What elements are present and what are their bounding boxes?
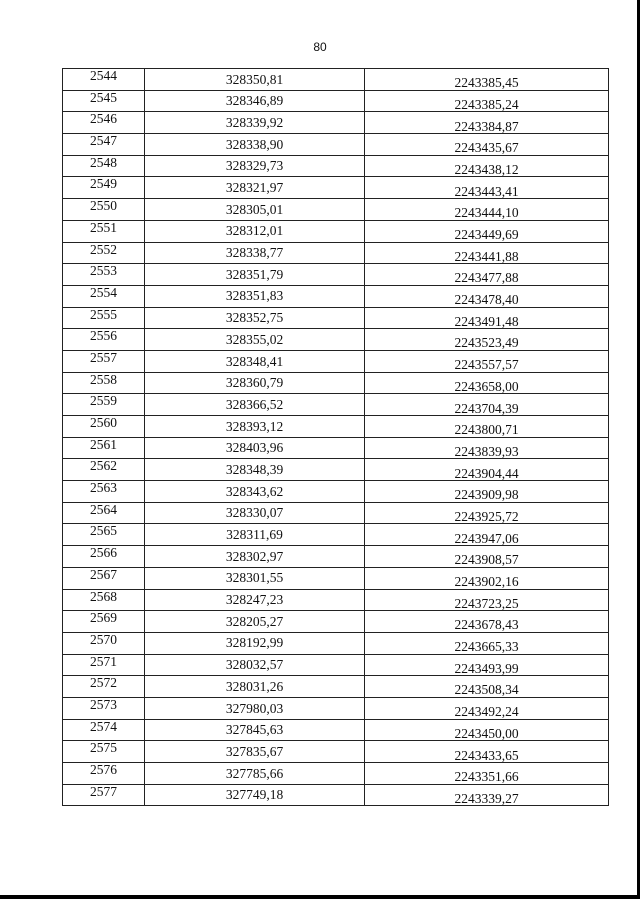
coordinates-table	[62, 68, 609, 806]
y-coordinate-cell: 2243351,66	[365, 763, 609, 785]
coordinates-table-body	[63, 69, 609, 806]
point-number-cell: 2561	[63, 437, 145, 459]
y-coordinate-cell: 2243908,57	[365, 546, 609, 568]
y-coordinate-cell: 2243449,69	[365, 220, 609, 242]
x-coordinate-cell: 327980,03	[145, 697, 365, 719]
point-number-cell: 2575	[63, 741, 145, 763]
x-coordinate-cell: 328338,90	[145, 134, 365, 156]
table-row	[63, 329, 609, 351]
table-row	[63, 719, 609, 741]
y-coordinate-cell: 2243435,67	[365, 134, 609, 156]
table-row	[63, 546, 609, 568]
table-row	[63, 350, 609, 372]
x-coordinate-cell: 328346,89	[145, 90, 365, 112]
x-coordinate-cell: 328329,73	[145, 155, 365, 177]
point-number-cell: 2577	[63, 784, 145, 806]
y-coordinate-cell: 2243925,72	[365, 502, 609, 524]
point-number-cell: 2547	[63, 134, 145, 156]
table-row	[63, 741, 609, 763]
point-number-cell: 2556	[63, 329, 145, 351]
table-row	[63, 437, 609, 459]
y-coordinate-cell: 2243441,88	[365, 242, 609, 264]
y-coordinate-cell: 2243909,98	[365, 481, 609, 503]
x-coordinate-cell: 328330,07	[145, 502, 365, 524]
x-coordinate-cell: 327749,18	[145, 784, 365, 806]
point-number-cell: 2563	[63, 481, 145, 503]
y-coordinate-cell: 2243433,65	[365, 741, 609, 763]
table-row	[63, 589, 609, 611]
point-number-cell: 2554	[63, 285, 145, 307]
table-row	[63, 676, 609, 698]
scan-edge-bottom	[0, 895, 640, 899]
y-coordinate-cell: 2243477,88	[365, 264, 609, 286]
x-coordinate-cell: 328312,01	[145, 220, 365, 242]
y-coordinate-cell: 2243384,87	[365, 112, 609, 134]
y-coordinate-cell: 2243839,93	[365, 437, 609, 459]
x-coordinate-cell: 327835,67	[145, 741, 365, 763]
y-coordinate-cell: 2243902,16	[365, 567, 609, 589]
table-row	[63, 784, 609, 806]
point-number-cell: 2549	[63, 177, 145, 199]
table-row	[63, 199, 609, 221]
x-coordinate-cell: 328351,79	[145, 264, 365, 286]
x-coordinate-cell: 328343,62	[145, 481, 365, 503]
table-row	[63, 763, 609, 785]
x-coordinate-cell: 328302,97	[145, 546, 365, 568]
point-number-cell: 2560	[63, 416, 145, 438]
point-number-cell: 2562	[63, 459, 145, 481]
x-coordinate-cell: 327845,63	[145, 719, 365, 741]
point-number-cell: 2569	[63, 611, 145, 633]
y-coordinate-cell: 2243678,43	[365, 611, 609, 633]
point-number-cell: 2544	[63, 69, 145, 91]
table-row	[63, 90, 609, 112]
x-coordinate-cell: 327785,66	[145, 763, 365, 785]
y-coordinate-cell: 2243665,33	[365, 632, 609, 654]
x-coordinate-cell: 328031,26	[145, 676, 365, 698]
point-number-cell: 2559	[63, 394, 145, 416]
x-coordinate-cell: 328321,97	[145, 177, 365, 199]
table-row	[63, 177, 609, 199]
x-coordinate-cell: 328366,52	[145, 394, 365, 416]
table-row	[63, 112, 609, 134]
x-coordinate-cell: 328339,92	[145, 112, 365, 134]
y-coordinate-cell: 2243800,71	[365, 416, 609, 438]
y-coordinate-cell: 2243385,45	[365, 69, 609, 91]
y-coordinate-cell: 2243508,34	[365, 676, 609, 698]
y-coordinate-cell: 2243478,40	[365, 285, 609, 307]
x-coordinate-cell: 328305,01	[145, 199, 365, 221]
point-number-cell: 2553	[63, 264, 145, 286]
table-row	[63, 372, 609, 394]
point-number-cell: 2545	[63, 90, 145, 112]
x-coordinate-cell: 328311,69	[145, 524, 365, 546]
table-row	[63, 155, 609, 177]
x-coordinate-cell: 328351,83	[145, 285, 365, 307]
point-number-cell: 2570	[63, 632, 145, 654]
table-row	[63, 654, 609, 676]
point-number-cell: 2574	[63, 719, 145, 741]
x-coordinate-cell: 328352,75	[145, 307, 365, 329]
point-number-cell: 2548	[63, 155, 145, 177]
x-coordinate-cell: 328301,55	[145, 567, 365, 589]
point-number-cell: 2557	[63, 350, 145, 372]
table-row	[63, 242, 609, 264]
y-coordinate-cell: 2243493,99	[365, 654, 609, 676]
table-row	[63, 459, 609, 481]
page-number: 80	[313, 40, 327, 54]
y-coordinate-cell: 2243492,24	[365, 697, 609, 719]
table-row	[63, 394, 609, 416]
y-coordinate-cell: 2243904,44	[365, 459, 609, 481]
point-number-cell: 2567	[63, 567, 145, 589]
point-number-cell: 2568	[63, 589, 145, 611]
table-row	[63, 307, 609, 329]
x-coordinate-cell: 328192,99	[145, 632, 365, 654]
table-row	[63, 697, 609, 719]
y-coordinate-cell: 2243444,10	[365, 199, 609, 221]
x-coordinate-cell: 328348,39	[145, 459, 365, 481]
y-coordinate-cell: 2243557,57	[365, 350, 609, 372]
point-number-cell: 2555	[63, 307, 145, 329]
table-row	[63, 134, 609, 156]
point-number-cell: 2565	[63, 524, 145, 546]
point-number-cell: 2573	[63, 697, 145, 719]
table-row	[63, 611, 609, 633]
x-coordinate-cell: 328350,81	[145, 69, 365, 91]
x-coordinate-cell: 328205,27	[145, 611, 365, 633]
table-row	[63, 502, 609, 524]
table-row	[63, 285, 609, 307]
point-number-cell: 2572	[63, 676, 145, 698]
table-row	[63, 69, 609, 91]
x-coordinate-cell: 328247,23	[145, 589, 365, 611]
y-coordinate-cell: 2243491,48	[365, 307, 609, 329]
y-coordinate-cell: 2243947,06	[365, 524, 609, 546]
point-number-cell: 2564	[63, 502, 145, 524]
table-row	[63, 632, 609, 654]
table-row	[63, 264, 609, 286]
x-coordinate-cell: 328338,77	[145, 242, 365, 264]
point-number-cell: 2566	[63, 546, 145, 568]
point-number-cell: 2571	[63, 654, 145, 676]
point-number-cell: 2546	[63, 112, 145, 134]
x-coordinate-cell: 328032,57	[145, 654, 365, 676]
table-row	[63, 220, 609, 242]
x-coordinate-cell: 328355,02	[145, 329, 365, 351]
point-number-cell: 2552	[63, 242, 145, 264]
x-coordinate-cell: 328360,79	[145, 372, 365, 394]
x-coordinate-cell: 328403,96	[145, 437, 365, 459]
y-coordinate-cell: 2243339,27	[365, 784, 609, 806]
y-coordinate-cell: 2243704,39	[365, 394, 609, 416]
table-row	[63, 481, 609, 503]
y-coordinate-cell: 2243385,24	[365, 90, 609, 112]
point-number-cell: 2551	[63, 220, 145, 242]
table-row	[63, 524, 609, 546]
x-coordinate-cell: 328393,12	[145, 416, 365, 438]
point-number-cell: 2576	[63, 763, 145, 785]
y-coordinate-cell: 2243443,41	[365, 177, 609, 199]
table-row	[63, 416, 609, 438]
y-coordinate-cell: 2243723,25	[365, 589, 609, 611]
point-number-cell: 2558	[63, 372, 145, 394]
table-row	[63, 567, 609, 589]
y-coordinate-cell: 2243523,49	[365, 329, 609, 351]
y-coordinate-cell: 2243450,00	[365, 719, 609, 741]
y-coordinate-cell: 2243438,12	[365, 155, 609, 177]
x-coordinate-cell: 328348,41	[145, 350, 365, 372]
y-coordinate-cell: 2243658,00	[365, 372, 609, 394]
point-number-cell: 2550	[63, 199, 145, 221]
